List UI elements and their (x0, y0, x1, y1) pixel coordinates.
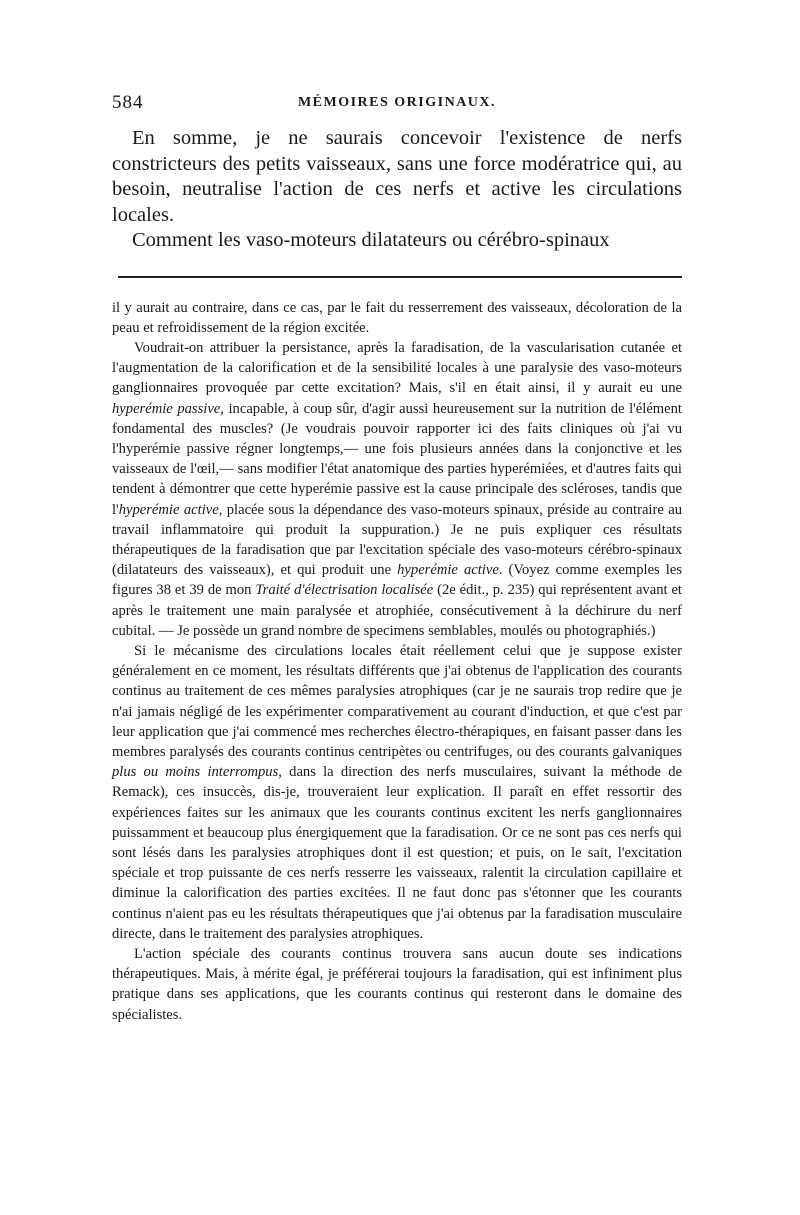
main-paragraph-2: Comment les vaso-moteurs dilatateurs ou cérébro-spinaux (132, 229, 610, 251)
text-run: , dans la direction des nerfs musculaires, suivant la méthode de Remack), ces insuccès, dis-je, trouveraient leur explication. Il paraît en effet ressortir des expériences faites sur les animaux que les courants continus excitent les nerfs ganglionnaires puissamment et beaucoup plus énergiquement que la faradisation. Or ce ne sont pas ces nerfs qui sont lésés dans les paralysies atrophiques dont il est question; et puis, on le sait, l'excitation spéciale et trop puissante de ces nerfs resserre les vaisseaux, ralentit la circulation capillaire et diminue la calorification des parties excitées. Il ne faut donc pas s'étonner que les courants continus n'aient pas eu les résultats thérapeutiques que j'ai obtenus par la faradisation musculaire directe, dans le traitement des paralysies atrophiques. (112, 764, 683, 942)
book-title: Traité d'électrisation localisée (255, 582, 434, 599)
italic-term: hyperémie active (397, 562, 499, 579)
text-run: Si le mécanisme des circulations locales était réellement celui que je suppose exister généralement en ce moment, les résultats différents que j'ai obtenus de l'application des courants continus au traitement de ces mêmes paralysies atrophiques (car je ne saurais trop redire que je n'ai jamais négligé de les expérimenter comparativement au courant d'induction, et que c'est par leur application que j'ai commencé mes recherches électro-thérapiques, en faisant passer dans les membres paralysés des courants continus centripètes ou centrifuges, ou des courants galvaniques (112, 642, 682, 760)
text-run: , incapable, à coup sûr, d'agir aussi heureusement sur la nutrition de l'élément fondamental des muscles? (Je voudrais pouvoir rapporter ici des faits cliniques où j'ai vu l'hyperémie passive régner longtemps,— une fois plusieurs années dans la conjonctive et les vaisseaux de l'œil,— sans modifier l'état anatomique des parties hyperémiées, et d'autres faits qui tendent à démontrer que cette hyperémie passive est la cause principale des scléroses, tandis que l' (112, 400, 682, 518)
book-page (112, 92, 682, 1025)
running-head (112, 92, 682, 122)
footnote-paragraph-2 (112, 338, 682, 641)
footnote-rule (118, 276, 682, 278)
italic-term: hyperémie passive (112, 400, 221, 417)
text-run: , placée sous la dépendance des vaso-moteurs spinaux, préside au contraire au travail inflammatoire qui produit la suppuration.) Je ne puis expliquer ces résultats thérapeutiques de la faradisation que par l'excitation spéciale des vaso-moteurs cérébro-spinaux (dilatateurs des vaisseaux), et qui produit une (112, 501, 682, 579)
footnotes (112, 298, 682, 1025)
italic-term: hyperémie active (118, 501, 219, 518)
footnote-paragraph-3 (112, 641, 682, 944)
main-paragraph-1: En somme, je ne saurais concevoir l'existence de nerfs constricteurs des petits vaisseaux, sans une force modératrice qui, au besoin, neutralise l'action de ces nerfs et active les circulations locales. (112, 127, 682, 226)
main-text (112, 126, 682, 254)
text-run: (2e édit., p. 235) qui représentent avant et après le traitement une main paralysée et atrophiée, consécutivement à la déchirure du nerf cubital. — Je possède un grand nombre de specimens semblables, moulés ou photographiés.) (112, 582, 682, 639)
footnote-paragraph-1: il y aurait au contraire, dans ce cas, par le fait du resserrement des vaisseaux, décoloration de la peau et refroidissement de la région excitée. (112, 299, 682, 336)
text-run: Voudrait-on attribuer la persistance, après la faradisation, de la vascularisation cutanée et l'augmentation de la calorification et de la sensibilité locales à une paralysie des vaso-moteurs ganglionnaires provoquée par cette excitation? Mais, s'il en était ainsi, il y aurait eu une (112, 339, 682, 397)
footnote-paragraph-4: L'action spéciale des courants continus trouvera sans aucun doute ses indications thérapeutiques. Mais, à mérite égal, je préférerai toujours la faradisation, qui est infiniment plus pratique dans ses applications, que les courants continus qui resteront dans le domaine des spécialistes. (112, 946, 682, 1023)
page-number: 584 (112, 92, 144, 113)
text-run: . (Voyez comme exemples les figures 38 et 39 de mon (112, 562, 682, 599)
running-title: MÉMOIRES ORIGINAUX. (297, 95, 497, 110)
italic-term: plus ou moins interrompus (112, 764, 279, 781)
